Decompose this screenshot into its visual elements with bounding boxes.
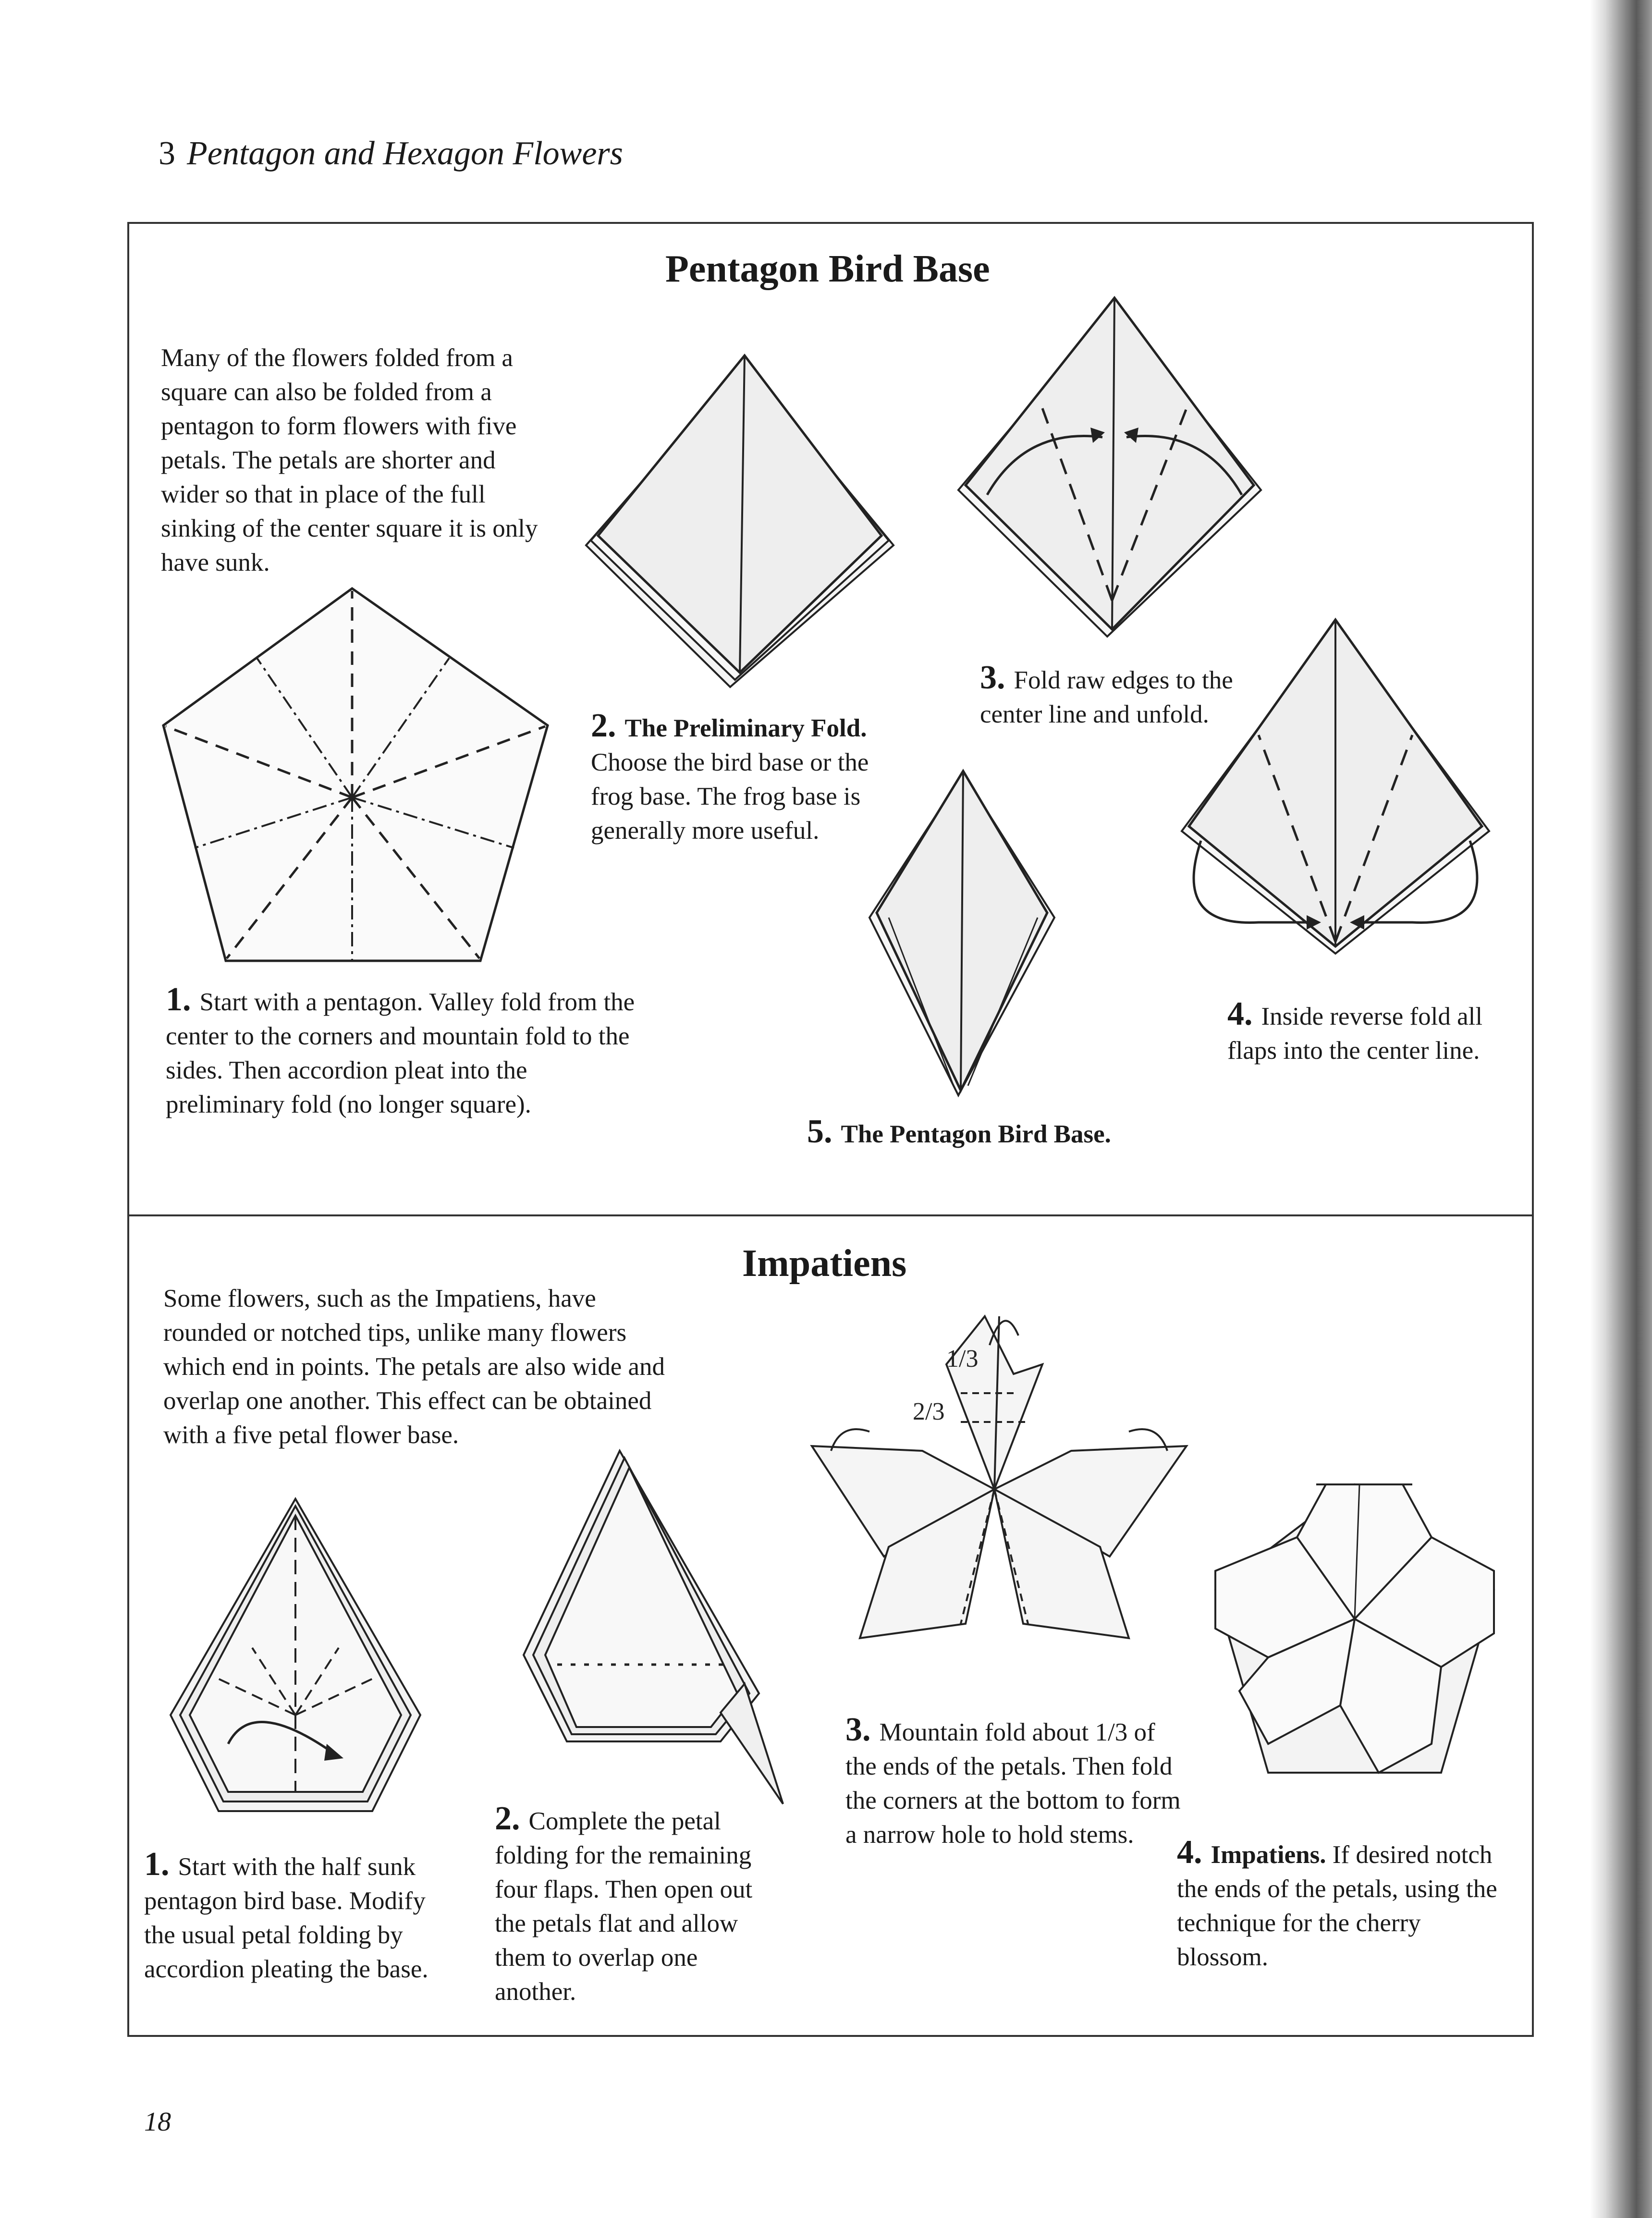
mountain-fold-petals-diagram [802, 1307, 1196, 1672]
preliminary-fold-diagram [581, 348, 898, 694]
section-title: Impatiens [742, 1242, 907, 1285]
fold-edges-diagram [954, 293, 1266, 644]
step1-text: 1. Start with a pentagon. Valley fold from the center to the corners and mountain fold to the sides. Then accordion pleat into the preliminary fold (no longer square). [166, 981, 635, 1118]
one-third-label: 1/3 [946, 1345, 979, 1372]
finished-impatiens-diagram [1206, 1475, 1504, 1792]
book-spine-shadow [1590, 0, 1652, 2218]
impatiens-step4-text: 4. Impatiens. If desired notch the ends of the petals, using the technique for the cherry blossom. [1177, 1834, 1497, 1971]
page-number: 18 [144, 2107, 171, 2137]
section-title: Pentagon Bird Base [665, 248, 990, 290]
impatiens-step1-text: 1. Start with the half sunk pentagon bird base. Modify the usual petal folding by accordion pleating the base. [144, 1846, 428, 1983]
step3-text: 3. Fold raw edges to the center line and unfold. [980, 659, 1233, 728]
half-sunk-bird-base-diagram [166, 1494, 425, 1821]
section-intro: Many of the flowers folded from a square can also be folded from a pentagon to form flowers with five petals. The petals are shorter and wider so that in place of the full sinking of the center square it is only have sunk. [161, 344, 538, 576]
step4-text: 4. Inside reverse fold all flaps into the center line. [1227, 995, 1483, 1065]
chapter-title: Pentagon and Hexagon Flowers [187, 135, 623, 172]
section-intro: Some flowers, such as the Impatiens, have rounded or notched tips, unlike many flowers which end in points. The petals are also wide and overlap one another. This effect can be obtained with a five petal flower base. [163, 1285, 665, 1449]
running-header [159, 135, 623, 173]
step2-text: 2. The Preliminary Fold. Choose the bird base or the frog base. The frog base is generally more useful. [591, 707, 869, 845]
inside-reverse-fold-diagram [1172, 615, 1499, 961]
two-thirds-label: 2/3 [913, 1398, 945, 1425]
petal-folding-diagram [519, 1444, 788, 1809]
step5-text: 5. The Pentagon Bird Base. [807, 1113, 1111, 1150]
impatiens-step2-text: 2. Complete the petal folding for the remaining four flaps. Then open out the petals flat and allow them to overlap one another. [495, 1800, 753, 2006]
impatiens-step3-text: 3. Mountain fold about 1/3 of the ends of the petals. Then fold the corners at the bottom to form a narrow hole to hold stems. [845, 1711, 1181, 1849]
pentagon-bird-base-diagram [860, 769, 1062, 1100]
chapter-number: 3 [159, 135, 175, 172]
pentagon-crease-diagram [154, 581, 557, 966]
